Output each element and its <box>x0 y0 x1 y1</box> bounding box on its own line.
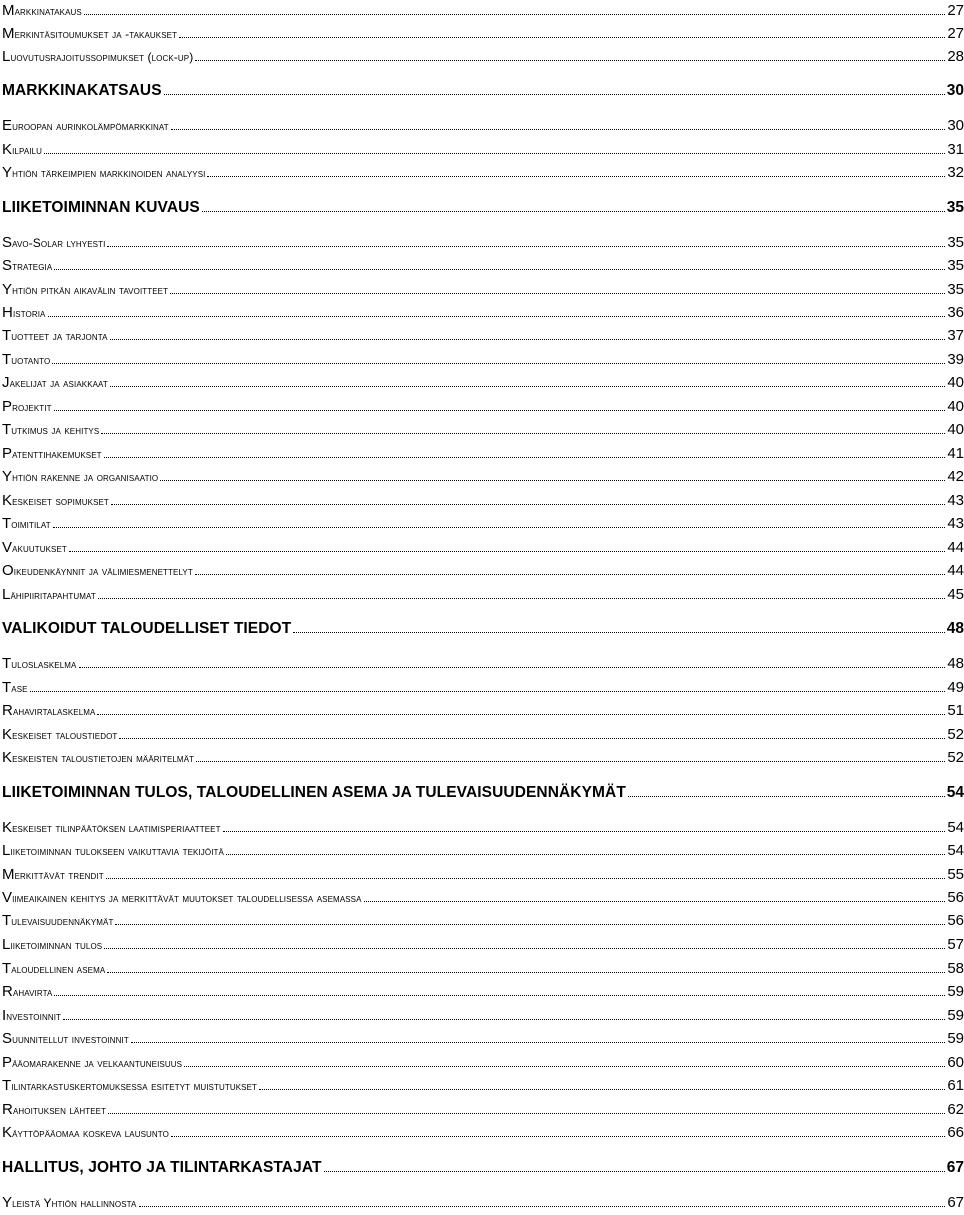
toc-entry-title: Rahoituksen lähteet <box>2 1101 107 1118</box>
toc-page-number: 59 <box>947 1007 964 1024</box>
toc-page-number: 49 <box>947 679 964 696</box>
toc-subsection-entry[interactable] <box>0 419 964 439</box>
toc-subsection-entry[interactable] <box>0 46 964 66</box>
dot-leader <box>44 153 945 154</box>
toc-entry-title: Tilintarkastuskertomuksessa esitetyt muistutukset <box>2 1077 257 1094</box>
toc-subsection-entry[interactable] <box>0 139 964 159</box>
toc-page-number: 57 <box>947 936 964 953</box>
toc-page-number: 31 <box>947 141 964 158</box>
dot-leader <box>119 738 945 739</box>
toc-subsection-entry[interactable] <box>0 584 964 604</box>
toc-entry-title: Tuotteet ja tarjonta <box>2 327 108 344</box>
dot-leader <box>63 1019 945 1020</box>
toc-entry-title: Keskeiset tilinpäätöksen laatimisperiaatteet <box>2 819 221 836</box>
dot-leader <box>53 527 946 528</box>
dot-leader <box>160 480 945 481</box>
toc-page-number: 67 <box>946 1159 964 1176</box>
toc-page-number: 37 <box>947 327 964 344</box>
toc-entry-title: Pääomarakenne ja velkaantuneisuus <box>2 1054 183 1071</box>
toc-page-number: 52 <box>947 749 964 766</box>
dot-leader <box>223 831 946 832</box>
toc-subsection-entry[interactable] <box>0 490 964 510</box>
toc-subsection-entry[interactable] <box>0 1052 964 1072</box>
toc-subsection-entry[interactable] <box>0 653 964 673</box>
dot-leader <box>179 37 945 38</box>
toc-entry-title: Merkintäsitoumukset ja -takaukset <box>2 25 178 42</box>
dot-leader <box>131 1042 945 1043</box>
dot-leader <box>108 1113 945 1114</box>
toc-page-number: 40 <box>947 398 964 415</box>
toc-entry-title: Luovutusrajoitussopimukset (lock-up) <box>2 48 194 65</box>
dot-leader <box>98 598 946 599</box>
toc-section-entry[interactable] <box>0 782 964 802</box>
toc-entry-title: Suunnitellut investoinnit <box>2 1030 129 1047</box>
toc-page-number: 55 <box>947 866 964 883</box>
toc-page-number: 48 <box>946 620 964 637</box>
toc-subsection-entry[interactable] <box>0 325 964 345</box>
toc-subsection-entry[interactable] <box>0 232 964 252</box>
toc-entry-title: Käyttöpääomaa koskeva lausunto <box>2 1124 169 1141</box>
toc-entry-title: Investoinnit <box>2 1007 62 1024</box>
toc-page-number: 59 <box>947 983 964 1000</box>
toc-page-number: 66 <box>947 1124 964 1141</box>
toc-page-number: 51 <box>947 702 964 719</box>
toc-subsection-entry[interactable] <box>0 23 964 43</box>
toc-subsection-entry[interactable] <box>0 537 964 557</box>
toc-page-number: 41 <box>947 445 964 462</box>
toc-subsection-entry[interactable] <box>0 372 964 392</box>
toc-subsection-entry[interactable] <box>0 443 964 463</box>
dot-leader <box>106 878 946 879</box>
toc-subsection-entry[interactable] <box>0 1028 964 1048</box>
dot-leader <box>195 574 945 575</box>
toc-page-number: 30 <box>946 82 964 99</box>
toc-subsection-entry[interactable] <box>0 115 964 135</box>
toc-subsection-entry[interactable] <box>0 724 964 744</box>
toc-entry-title: Liiketoiminnan tulokseen vaikuttavia tekijöitä <box>2 842 224 859</box>
dot-leader <box>69 551 945 552</box>
toc-page-number: 40 <box>947 421 964 438</box>
dot-leader <box>107 972 945 973</box>
dot-leader <box>170 293 945 294</box>
toc-subsection-entry[interactable] <box>0 560 964 580</box>
toc-entry-title: HALLITUS, JOHTO JA TILINTARKASTAJAT <box>2 1159 322 1176</box>
toc-page-number: 54 <box>947 842 964 859</box>
toc-entry-title: Tuloslaskelma <box>2 655 77 672</box>
toc-subsection-entry[interactable] <box>0 1099 964 1119</box>
toc-entry-title: Toimitilat <box>2 515 51 532</box>
dot-leader <box>207 176 945 177</box>
toc-entry-title: LIIKETOIMINNAN KUVAUS <box>2 199 200 216</box>
toc-subsection-entry[interactable] <box>0 1005 964 1025</box>
toc-subsection-entry[interactable] <box>0 279 964 299</box>
toc-subsection-entry[interactable] <box>0 162 964 182</box>
dot-leader <box>54 410 946 411</box>
toc-entry-title: Yhtiön tärkeimpien markkinoiden analyysi <box>2 164 206 181</box>
dot-leader <box>52 363 945 364</box>
toc-page-number: 56 <box>947 889 964 906</box>
dot-leader <box>104 457 946 458</box>
toc-subsection-entry[interactable] <box>0 1122 964 1142</box>
toc-subsection-entry[interactable] <box>0 864 964 884</box>
dot-leader <box>259 1089 945 1090</box>
dot-leader <box>171 129 946 130</box>
toc-entry-title: Yhtiön pitkän aikavälin tavoitteet <box>2 281 169 298</box>
dot-leader <box>48 316 946 317</box>
toc-page-number: 40 <box>947 374 964 391</box>
toc-entry-title: Keskeisten taloustietojen määritelmät <box>2 749 195 766</box>
dot-leader <box>107 246 945 247</box>
toc-subsection-entry[interactable] <box>0 958 964 978</box>
toc-entry-title: Tutkimus ja kehitys <box>2 421 100 438</box>
toc-page-number: 43 <box>947 515 964 532</box>
dot-leader <box>110 386 945 387</box>
toc-section-entry[interactable] <box>0 1157 964 1177</box>
toc-page-number: 60 <box>947 1054 964 1071</box>
toc-entry-title: Vakuutukset <box>2 539 67 556</box>
toc-entry-title: VALIKOIDUT TALOUDELLISET TIEDOT <box>2 620 292 637</box>
toc-page-number: 27 <box>947 2 964 19</box>
dot-leader <box>30 691 946 692</box>
toc-entry-title: Historia <box>2 304 46 321</box>
toc-page-number: 43 <box>947 492 964 509</box>
toc-page-number: 45 <box>947 586 964 603</box>
dot-leader <box>115 924 945 925</box>
toc-entry-title: MARKKINAKATSAUS <box>2 82 162 99</box>
toc-page-number: 39 <box>947 351 964 368</box>
dot-leader <box>293 632 944 633</box>
dot-leader <box>364 901 946 902</box>
dot-leader <box>628 796 945 797</box>
dot-leader <box>171 1136 945 1137</box>
toc-section-entry[interactable] <box>0 197 964 217</box>
toc-entry-title: Jakelijat ja asiakkaat <box>2 374 108 391</box>
toc-entry-title: Viimeaikainen kehitys ja merkittävät muutokset taloudellisessa asemassa <box>2 889 362 906</box>
toc-page-number: 35 <box>947 281 964 298</box>
dot-leader <box>202 211 945 212</box>
toc-entry-title: Lähipiiritapahtumat <box>2 586 96 603</box>
toc-page-number: 35 <box>947 234 964 251</box>
toc-section-entry[interactable] <box>0 80 964 100</box>
toc-subsection-entry[interactable] <box>0 255 964 275</box>
toc-entry-title: Yhtiön rakenne ja organisaatio <box>2 468 159 485</box>
toc-page-number: 67 <box>947 1194 964 1211</box>
toc-entry-title: Oikeudenkäynnit ja välimiesmenettelyt <box>2 562 193 579</box>
dot-leader <box>104 948 945 949</box>
toc-entry-title: Kilpailu <box>2 141 43 158</box>
toc-entry-title: Euroopan aurinkolämpömarkkinat <box>2 117 169 134</box>
toc-page-number: 56 <box>947 912 964 929</box>
toc-subsection-entry[interactable] <box>0 1192 964 1212</box>
toc-subsection-entry[interactable] <box>0 466 964 486</box>
toc-subsection-entry[interactable] <box>0 747 964 767</box>
toc-subsection-entry[interactable] <box>0 349 964 369</box>
toc-entry-title: LIIKETOIMINNAN TULOS, TALOUDELLINEN ASEMA JA TULEVAISUUDENNÄKYMÄT <box>2 784 626 801</box>
dot-leader <box>195 60 945 61</box>
toc-section-entry[interactable] <box>0 618 964 638</box>
toc-entry-title: Tase <box>2 679 28 696</box>
dot-leader <box>79 667 946 668</box>
toc-page-number: 52 <box>947 726 964 743</box>
dot-leader <box>84 14 945 15</box>
toc-page-number: 28 <box>947 48 964 65</box>
dot-leader <box>139 1206 946 1207</box>
toc-entry-title: Rahavirtalaskelma <box>2 702 96 719</box>
toc-page-number: 32 <box>947 164 964 181</box>
toc-subsection-entry[interactable] <box>0 887 964 907</box>
toc-entry-title: Strategia <box>2 257 53 274</box>
toc-page-number: 36 <box>947 304 964 321</box>
toc-subsection-entry[interactable] <box>0 700 964 720</box>
toc-entry-title: Liiketoiminnan tulos <box>2 936 103 953</box>
toc-entry-title: Patenttihakemukset <box>2 445 102 462</box>
toc-subsection-entry[interactable] <box>0 513 964 533</box>
toc-subsection-entry[interactable] <box>0 0 964 20</box>
dot-leader <box>54 995 945 996</box>
toc-entry-title: Merkittävät trendit <box>2 866 104 883</box>
toc-subsection-entry[interactable] <box>0 910 964 930</box>
toc-subsection-entry[interactable] <box>0 981 964 1001</box>
dot-leader <box>226 854 945 855</box>
toc-subsection-entry[interactable] <box>0 840 964 860</box>
dot-leader <box>111 504 945 505</box>
toc-page-number: 44 <box>947 539 964 556</box>
dot-leader <box>184 1066 945 1067</box>
dot-leader <box>324 1171 945 1172</box>
toc-subsection-entry[interactable] <box>0 934 964 954</box>
toc-subsection-entry[interactable] <box>0 677 964 697</box>
toc-entry-title: Keskeiset sopimukset <box>2 492 109 509</box>
dot-leader <box>97 714 945 715</box>
toc-page-number: 61 <box>947 1077 964 1094</box>
dot-leader <box>54 269 945 270</box>
dot-leader <box>196 761 945 762</box>
toc-page-number: 30 <box>947 117 964 134</box>
toc-entry-title: Projektit <box>2 398 52 415</box>
toc-page-number: 42 <box>947 468 964 485</box>
toc-entry-title: Savo-Solar lyhyesti <box>2 234 106 251</box>
toc-entry-title: Rahavirta <box>2 983 53 1000</box>
toc-entry-title: Yleistä Yhtiön hallinnosta <box>2 1194 137 1211</box>
toc-subsection-entry[interactable] <box>0 817 964 837</box>
dot-leader <box>110 339 946 340</box>
toc-page-number: 35 <box>946 199 964 216</box>
dot-leader <box>164 94 945 95</box>
toc-subsection-entry[interactable] <box>0 302 964 322</box>
toc-subsection-entry[interactable] <box>0 396 964 416</box>
toc-entry-title: Taloudellinen asema <box>2 960 106 977</box>
toc-page-number: 54 <box>946 784 964 801</box>
toc-entry-title: Tulevaisuudennäkymät <box>2 912 114 929</box>
toc-page-number: 48 <box>947 655 964 672</box>
toc-page-number: 44 <box>947 562 964 579</box>
toc-page-number: 59 <box>947 1030 964 1047</box>
toc-page-number: 58 <box>947 960 964 977</box>
dot-leader <box>101 433 945 434</box>
toc-entry-title: Keskeiset taloustiedot <box>2 726 118 743</box>
toc-page-number: 27 <box>947 25 964 42</box>
toc-entry-title: Markkinatakaus <box>2 2 82 19</box>
toc-subsection-entry[interactable] <box>0 1075 964 1095</box>
toc-entry-title: Tuotanto <box>2 351 51 368</box>
toc-page-number: 54 <box>947 819 964 836</box>
toc-page-number: 35 <box>947 257 964 274</box>
toc-page-number: 62 <box>947 1101 964 1118</box>
